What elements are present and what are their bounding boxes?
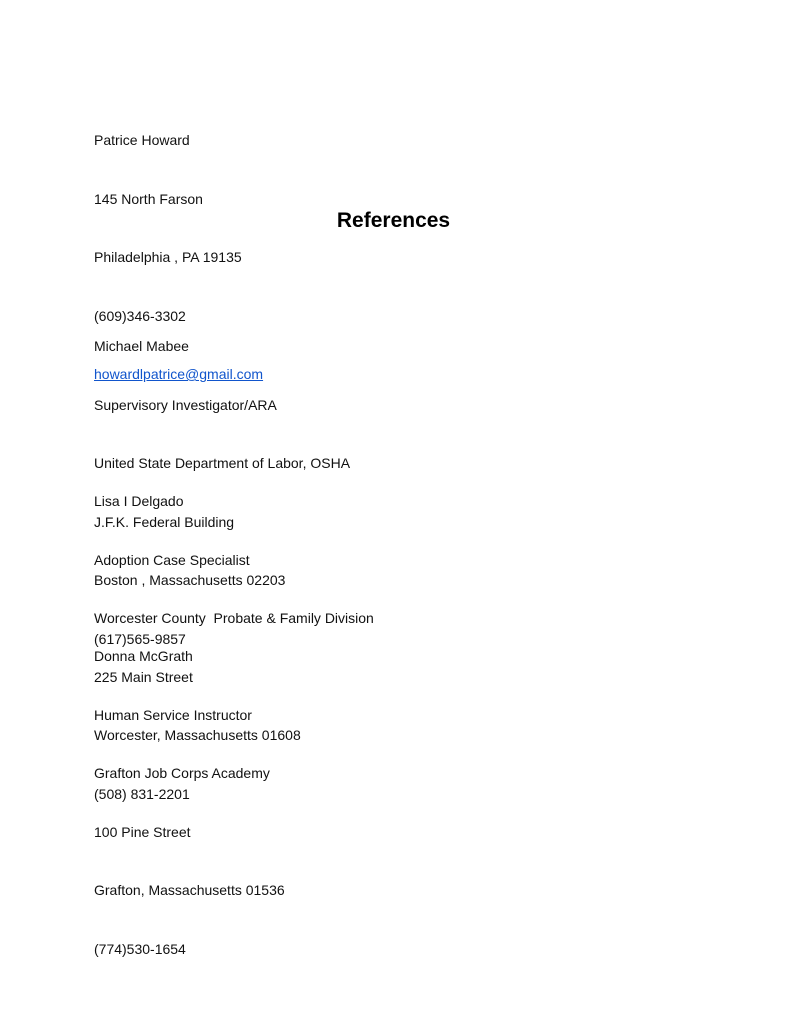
reference-title: Supervisory Investigator/ARA xyxy=(94,396,277,413)
page-title-text: References xyxy=(336,209,451,232)
reference-name: Michael Mabee xyxy=(94,338,189,354)
reference-phone: (774)530-1654 xyxy=(94,940,186,957)
reference-phone: (508) 831-2201 xyxy=(94,785,190,802)
reference-title: Human Service Instructor xyxy=(94,706,252,723)
page-title xyxy=(0,209,791,233)
reference-entry xyxy=(94,608,285,998)
reference-city-state-zip: Worcester, Massachusetts 01608 xyxy=(94,727,301,743)
reference-address: J.F.K. Federal Building xyxy=(94,513,235,530)
reference-organization: Worcester County Probate & Family Division xyxy=(94,610,374,626)
reference-title: Adoption Case Specialist xyxy=(94,551,250,568)
sender-email-link[interactable]: howardlpatrice@gmail.com xyxy=(94,366,264,382)
reference-name: Donna McGrath xyxy=(94,648,193,664)
reference-address: 100 Pine Street xyxy=(94,823,191,840)
sender-street: 145 North Farson xyxy=(94,190,203,207)
sender-phone: (609)346-3302 xyxy=(94,307,186,324)
reference-city-state-zip: Grafton, Massachusetts 01536 xyxy=(94,882,285,898)
reference-organization: United State Department of Labor, OSHA xyxy=(94,455,351,471)
reference-name: Lisa I Delgado xyxy=(94,493,184,509)
reference-phone: (617)565-9857 xyxy=(94,630,186,647)
reference-address: 225 Main Street xyxy=(94,668,193,685)
reference-organization: Grafton Job Corps Academy xyxy=(94,765,270,781)
reference-city-state-zip: Boston , Massachusetts 02203 xyxy=(94,572,286,588)
sender-city-state-zip: Philadelphia , PA 19135 xyxy=(94,249,242,265)
sender-name: Patrice Howard xyxy=(94,132,190,148)
